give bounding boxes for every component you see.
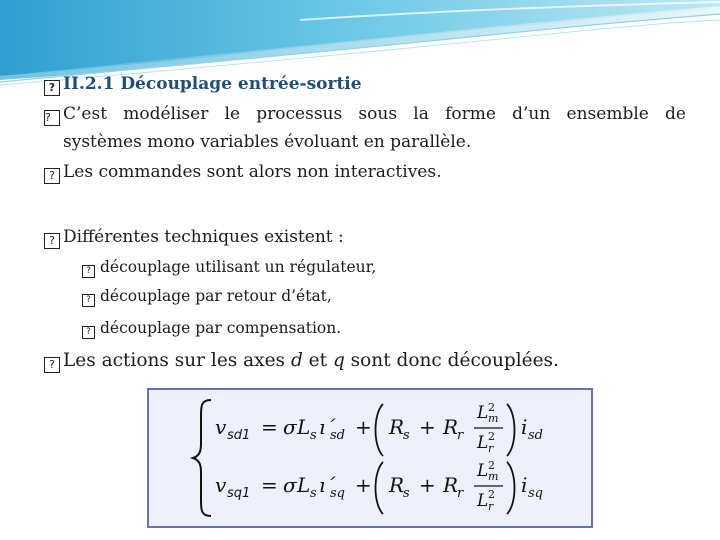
equation-vsq1: [215, 459, 543, 514]
technique-text: découplage par compensation.: [100, 319, 342, 337]
eq1-plus: +: [355, 415, 372, 439]
eq2-den-sup: 2: [488, 488, 495, 501]
technique-text: découplage par retour d’état,: [100, 287, 332, 305]
eq1-num-sub: m: [488, 412, 499, 425]
axis-q: q: [332, 350, 345, 371]
eq1-den-sub: r: [488, 442, 494, 455]
eq2-sigma: σ: [283, 473, 297, 497]
eq2-lhs: v: [215, 473, 227, 497]
eq2-idot: ı´: [319, 473, 336, 497]
eq2-L-sub: s: [310, 486, 317, 501]
technique-item: [82, 258, 376, 278]
bullet-icon: ?: [82, 326, 95, 339]
techniques-heading-line: [44, 227, 344, 249]
eq2-plus: +: [355, 473, 372, 497]
conclusion-suffix: sont donc découplées.: [344, 350, 559, 371]
eq2-idot-sub: sq: [330, 486, 345, 501]
eq1-idot-sub: sd: [330, 428, 345, 443]
bullet-icon: ?: [44, 357, 60, 373]
technique-item: [82, 287, 332, 307]
conclusion-line: [44, 350, 559, 373]
eq2-equals: =: [261, 473, 278, 497]
eq2-Rr-sub: r: [457, 486, 464, 501]
eq1-num-sup: 2: [488, 401, 495, 414]
eq2-Rs: R: [389, 473, 405, 497]
eq2-den-sub: r: [488, 500, 494, 513]
eq1-Rs: R: [389, 415, 405, 439]
bullet-icon: ?: [44, 80, 60, 96]
eq1-i-sub: sd: [528, 428, 543, 443]
eq1-Rr: R: [443, 415, 459, 439]
eq2-Rr: R: [443, 473, 459, 497]
axis-d: d: [290, 350, 303, 371]
eq1-num: L: [477, 403, 489, 423]
eq2-paren-close: [507, 462, 515, 514]
eq2-den: L: [477, 491, 489, 511]
eq2-lhs-sub: sq1: [227, 486, 251, 501]
eq1-lhs-sub: sd1: [227, 428, 251, 443]
technique-text: découplage utilisant un régulateur,: [100, 258, 377, 276]
eq1-den: L: [477, 433, 489, 453]
eq2-paren-open: [376, 462, 384, 514]
bullet-icon: ?: [44, 168, 60, 184]
equation-box: [147, 388, 593, 528]
eq2-i: i: [521, 473, 528, 497]
eq2-i-sub: sq: [528, 486, 543, 501]
conclusion-mid: et: [302, 350, 333, 371]
conclusion-prefix: Les actions sur les axes: [63, 350, 291, 371]
eq1-L: L: [297, 415, 311, 439]
techniques-heading: Différentes techniques existent :: [63, 227, 344, 247]
slide-title: II.2.1 Découplage entrée-sortie: [63, 74, 362, 94]
eq2-num-sub: m: [488, 470, 499, 483]
eq1-sigma: σ: [283, 415, 297, 439]
equation-system: [149, 390, 591, 526]
eq1-idot: ı´: [319, 415, 336, 439]
eq2-plus2: +: [419, 473, 436, 497]
technique-item: [82, 319, 341, 339]
eq1-Rs-sub: s: [403, 428, 410, 443]
bullet-icon: ?: [82, 294, 95, 307]
eq1-i: i: [521, 415, 528, 439]
commands-text: Les commandes sont alors non interactives.: [63, 162, 442, 182]
slide-title-line: [44, 74, 362, 96]
eq1-lhs: v: [215, 415, 227, 439]
eq1-L-sub: s: [310, 428, 317, 443]
system-brace: [193, 400, 211, 516]
intro-text-1: C’est modéliser le processus sous la forme d’un ensemble de: [63, 104, 686, 124]
eq1-paren-close: [507, 404, 515, 456]
eq1-equals: =: [261, 415, 278, 439]
eq1-paren-open: [376, 404, 384, 456]
equation-vsd1: [215, 401, 543, 456]
eq2-num-sup: 2: [488, 459, 495, 472]
bullet-icon: ?: [44, 110, 60, 126]
bullet-icon: ?: [44, 233, 60, 249]
intro-line-2: systèmes mono variables évoluant en parallèle.: [63, 132, 472, 152]
bullet-icon: ?: [82, 265, 95, 278]
eq2-num: L: [477, 461, 489, 481]
eq1-plus2: +: [419, 415, 436, 439]
commands-line: [44, 162, 442, 184]
intro-line-1: [44, 104, 686, 126]
eq1-den-sup: 2: [488, 430, 495, 443]
eq2-L: L: [297, 473, 311, 497]
eq2-Rs-sub: s: [403, 486, 410, 501]
eq1-Rr-sub: r: [457, 428, 464, 443]
